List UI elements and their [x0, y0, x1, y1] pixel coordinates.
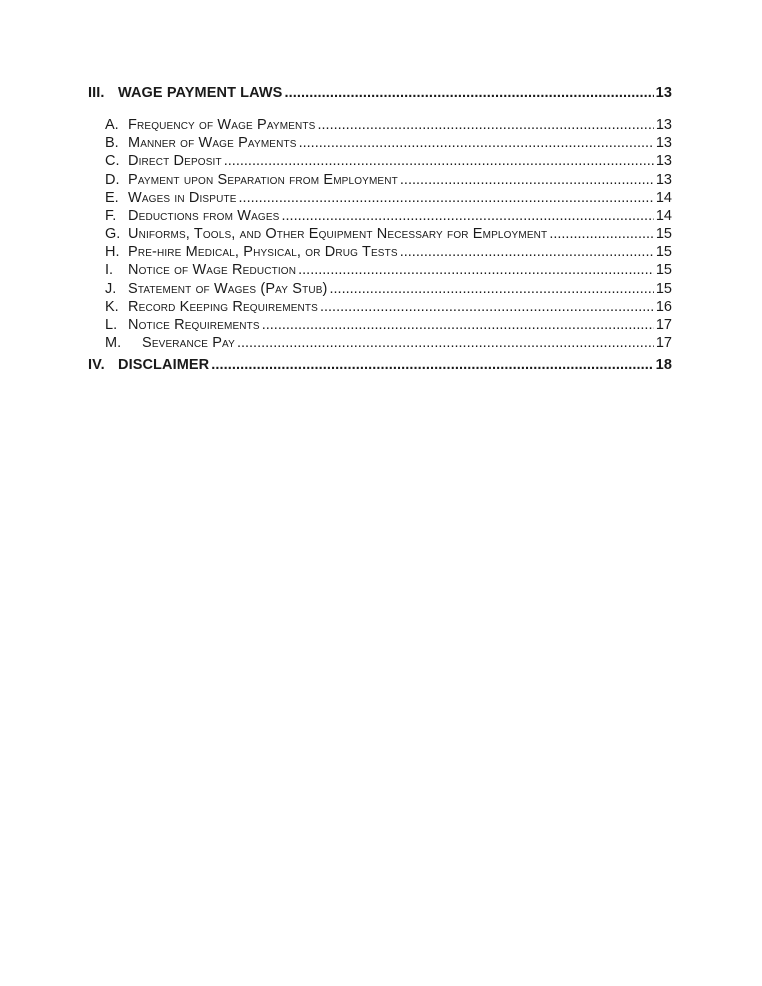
- toc-section-iii[interactable]: [88, 84, 672, 102]
- dot-leader: [398, 243, 654, 261]
- toc-item-title: Wages in Dispute: [128, 189, 237, 206]
- toc-item-title: Direct Deposit: [128, 153, 222, 170]
- dot-leader: [279, 207, 654, 225]
- toc-item-letter: K.: [105, 298, 119, 315]
- dot-leader: [260, 316, 654, 334]
- toc-page-number: 15: [655, 226, 672, 243]
- toc-item-a[interactable]: [88, 116, 672, 134]
- toc-item-i[interactable]: [88, 261, 672, 279]
- toc-item-c[interactable]: [88, 152, 672, 170]
- dot-leader: [547, 225, 654, 243]
- toc-page-number: 13: [655, 153, 672, 170]
- table-of-contents: [88, 84, 672, 374]
- toc-item-title: Severance Pay: [142, 335, 235, 352]
- toc-item-letter: J.: [105, 280, 117, 297]
- toc-item-title: Notice of Wage Reduction: [128, 262, 297, 279]
- toc-page-number: 15: [655, 244, 672, 261]
- toc-page-number: 15: [655, 262, 672, 279]
- toc-page-number: 17: [655, 317, 672, 334]
- toc-page-number: 13: [655, 85, 672, 101]
- toc-page-number: 13: [655, 116, 672, 133]
- dot-leader: [318, 298, 654, 316]
- toc-page-number: 14: [655, 207, 672, 224]
- toc-item-title: Payment upon Separation from Employment: [128, 171, 398, 188]
- toc-item-letter: F.: [105, 207, 117, 224]
- toc-page-number: 16: [655, 298, 672, 315]
- dot-leader: [297, 134, 654, 152]
- toc-item-title: Frequency of Wage Payments: [128, 116, 316, 133]
- toc-item-title: Notice Requirements: [128, 317, 260, 334]
- toc-item-title: Deductions from Wages: [128, 207, 280, 224]
- dot-leader: [237, 189, 654, 207]
- toc-item-letter: L.: [105, 317, 118, 334]
- toc-item-letter: M.: [105, 335, 122, 352]
- toc-item-d[interactable]: [88, 171, 672, 189]
- toc-page-number: 18: [655, 357, 672, 374]
- toc-item-l[interactable]: [88, 316, 672, 334]
- dot-leader: [282, 84, 654, 102]
- toc-item-e[interactable]: [88, 189, 672, 207]
- toc-item-m[interactable]: [88, 334, 672, 352]
- toc-item-title: Pre-hire Medical, Physical, or Drug Tests: [128, 244, 398, 261]
- toc-item-title: Record Keeping Requirements: [128, 298, 318, 315]
- toc-page-number: 17: [655, 335, 672, 352]
- toc-item-letter: A.: [105, 116, 119, 133]
- toc-item-title: Statement of Wages (Pay Stub): [128, 280, 328, 297]
- toc-item-letter: E.: [105, 189, 119, 206]
- toc-item-letter: C.: [105, 153, 120, 170]
- dot-leader: [296, 261, 654, 279]
- dot-leader: [235, 334, 654, 352]
- toc-section-title: DISCLAIMER: [118, 357, 210, 374]
- toc-section-numeral: IV.: [88, 357, 105, 374]
- toc-section-iv[interactable]: [88, 356, 672, 374]
- toc-item-j[interactable]: [88, 280, 672, 298]
- toc-page-number: 13: [655, 171, 672, 188]
- toc-item-title: Manner of Wage Payments: [128, 135, 297, 152]
- toc-page-number: 14: [655, 189, 672, 206]
- toc-item-letter: I.: [105, 262, 114, 279]
- dot-leader: [328, 280, 655, 298]
- toc-page-number: 15: [655, 280, 672, 297]
- toc-item-letter: D.: [105, 171, 120, 188]
- toc-item-g[interactable]: [88, 225, 672, 243]
- toc-item-f[interactable]: [88, 207, 672, 225]
- dot-leader: [209, 356, 654, 374]
- dot-leader: [222, 152, 654, 170]
- toc-item-b[interactable]: [88, 134, 672, 152]
- dot-leader: [315, 116, 654, 134]
- toc-page-number: 13: [655, 135, 672, 152]
- toc-section-title: WAGE PAYMENT LAWS: [118, 85, 283, 101]
- toc-item-letter: H.: [105, 244, 120, 261]
- toc-item-h[interactable]: [88, 243, 672, 261]
- dot-leader: [398, 171, 654, 189]
- toc-item-letter: B.: [105, 135, 119, 152]
- toc-item-letter: G.: [105, 226, 121, 243]
- toc-item-title: Uniforms, Tools, and Other Equipment Necessary for Employment: [128, 226, 548, 243]
- toc-item-k[interactable]: [88, 298, 672, 316]
- toc-section-numeral: III.: [88, 85, 105, 101]
